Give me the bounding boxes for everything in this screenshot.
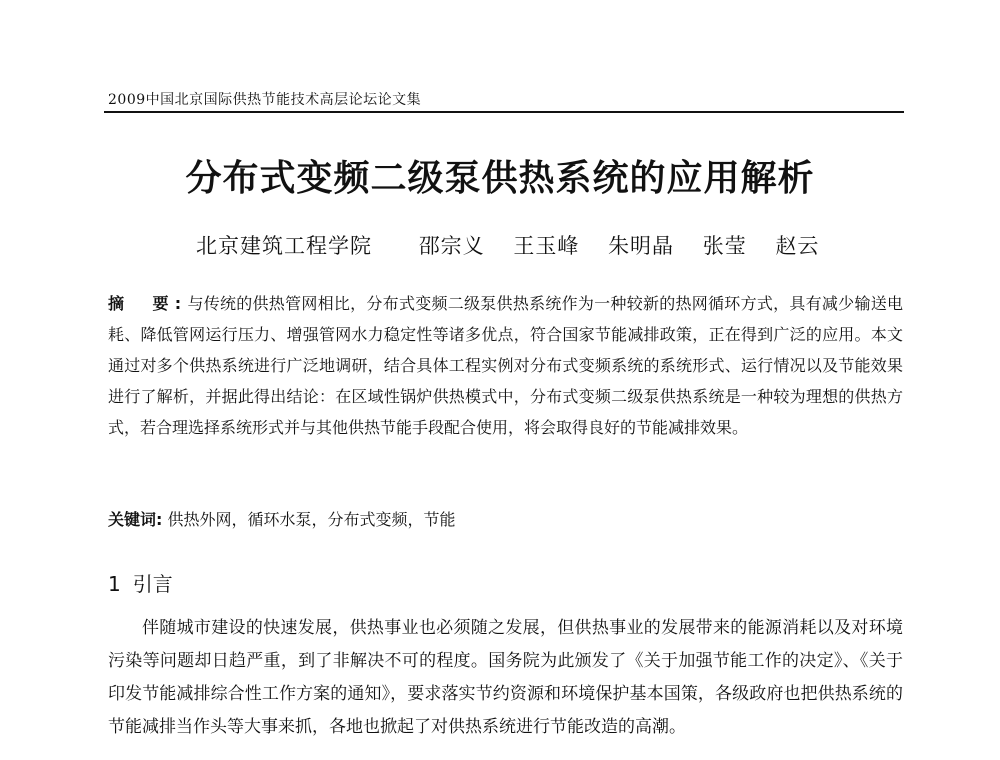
affiliation: 北京建筑工程学院 bbox=[196, 234, 372, 258]
author-name: 王玉峰 bbox=[513, 234, 580, 258]
author-name: 朱明晶 bbox=[608, 234, 675, 258]
section-number: 1 bbox=[108, 572, 121, 596]
abstract-text: 与传统的供热管网相比，分布式变频二级泵供热系统作为一种较新的热网循环方式，具有减少输送电耗、降低管网运行压力、增强管网水力稳定性等诸多优点，符合国家节能减排政策，正在得到广泛的应用。本文通过对多个供热系统进行广泛地调研，结合具体工程实例对分布式变频系统的系统形式、运行情况以及节能效果进行了解析，并据此得出结论：在区域性锅炉供热模式中，分布式变频二级泵供热系统是一种较为理想的供热方式，若合理选择系统形式并与其他供热节能手段配合使用，将会取得良好的节能减排效果。 bbox=[108, 294, 903, 437]
section-title: 引言 bbox=[132, 572, 173, 596]
keywords-label: 关键词: bbox=[108, 510, 163, 529]
body-paragraph: 伴随城市建设的快速发展，供热事业也必须随之发展，但供热事业的发展带来的能源消耗以及对环境污染等问题却日趋严重，到了非解决不可的程度。国务院为此颁发了《关于加强节能工作的决定》、《关于印发节能减排综合性工作方案的通知》，要求落实节约资源和环境保护基本国策，各级政府也把供热系统的节能减排当作头等大事来抓，各地也掀起了对供热系统进行节能改造的高潮。 bbox=[108, 618, 903, 737]
header-rule bbox=[104, 111, 904, 113]
section-heading bbox=[108, 568, 173, 597]
paper-title: 分布式变频二级泵供热系统的应用解析 bbox=[185, 158, 815, 199]
author-name: 张莹 bbox=[702, 234, 747, 258]
author-line bbox=[196, 230, 841, 260]
author-name: 赵云 bbox=[775, 234, 820, 258]
keywords bbox=[108, 507, 456, 530]
abstract-label: 摘 要: bbox=[108, 294, 188, 313]
running-header: 2009中国北京国际供热节能技术高层论坛论文集 bbox=[108, 92, 422, 108]
author-name: 邵宗义 bbox=[418, 234, 485, 258]
keywords-text: 供热外网，循环水泵，分布式变频，节能 bbox=[167, 510, 456, 529]
abstract bbox=[108, 288, 903, 443]
